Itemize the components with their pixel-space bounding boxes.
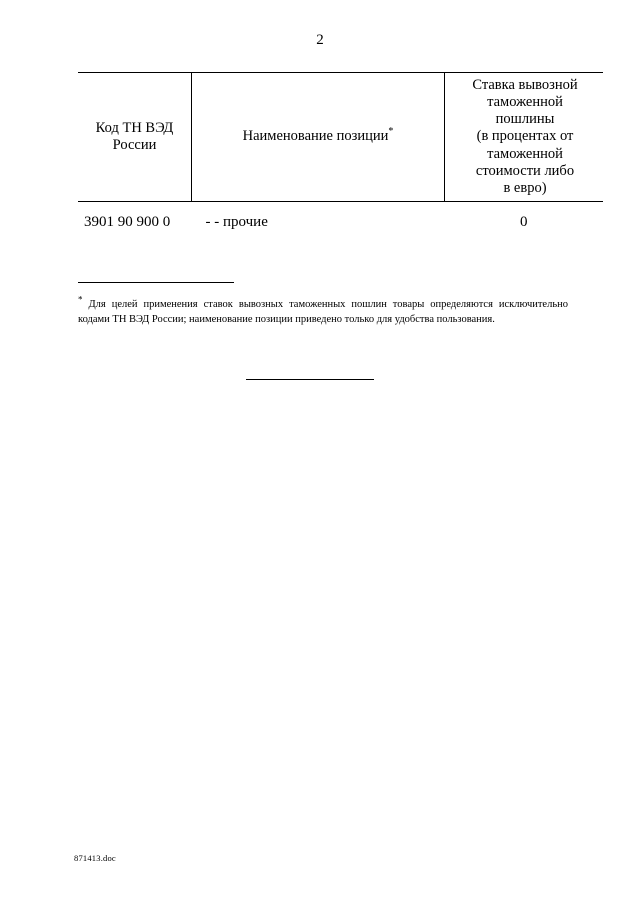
table-row (78, 202, 603, 255)
header-name-label: Наименование позиции (242, 128, 389, 145)
footnote-star: * (78, 294, 83, 305)
header-code-line-2: России (112, 137, 157, 153)
tariff-table (78, 72, 603, 254)
footnote-text (78, 294, 568, 327)
header-name-footnote-mark: * (388, 126, 394, 138)
header-cell-code (78, 73, 192, 202)
section-separator (246, 379, 374, 380)
header-rate-line-6: стоимости либо (475, 162, 575, 179)
header-rate-line-4: (в процентах от (476, 128, 574, 145)
page-number: 2 (316, 32, 324, 48)
header-cell-name (192, 73, 445, 202)
footnote-divider (78, 282, 234, 283)
cell-name: - - прочие (205, 214, 268, 230)
header-rate-line-2: таможенной (487, 94, 563, 111)
header-rate-line-7: в евро) (503, 179, 547, 196)
header-code-line-1: Код ТН ВЭД (95, 119, 174, 136)
document-id: 871413.doc (74, 853, 116, 863)
header-rate-line-5: таможенной (487, 145, 563, 162)
cell-code: 3901 90 900 0 (84, 214, 171, 230)
header-cell-rate (445, 73, 604, 202)
cell-rate: 0 (520, 214, 528, 230)
footnote-body: Для целей применения ставок вывозных таможенных пошлин товары определяются исключительно кодами ТН ВЭД России; наименование позиции приведено только для удобства пользования. (78, 299, 568, 326)
table-header-row (78, 73, 603, 202)
header-rate-line-1: Ставка вывозной (472, 77, 578, 94)
header-rate-line-3: пошлины (495, 111, 555, 128)
